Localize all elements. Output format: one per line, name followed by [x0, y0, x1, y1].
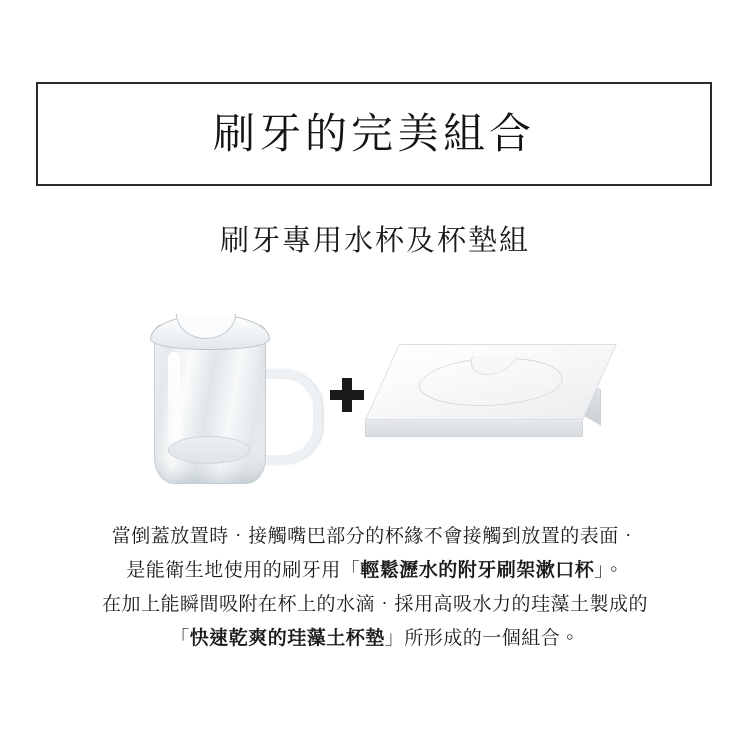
body-line-1: 當倒蓋放置時．接觸嘴巴部分的杯緣不會接觸到放置的表面．	[111, 526, 639, 547]
cup-inner-base-shape	[168, 436, 250, 464]
plus-icon	[330, 378, 364, 412]
body-line-2-emphasis: 輕鬆瀝水的附牙刷架漱口杯	[360, 560, 595, 581]
body-line-4	[0, 622, 750, 656]
body-line-4-prefix: 「	[170, 628, 190, 649]
body-line-2	[0, 554, 750, 588]
title-box	[36, 82, 712, 186]
body-line-3: 在加上能瞬間吸附在杯上的水滴．採用高吸水力的珪藻土製成的	[101, 594, 648, 615]
coaster-icon	[382, 344, 610, 454]
coaster-front-face	[365, 418, 583, 437]
body-line-4-emphasis: 快速乾爽的珪藻土杯墊	[189, 628, 385, 649]
page-title: 刷牙的完美組合	[212, 110, 535, 157]
body-line-2-suffix: 」。	[594, 560, 624, 581]
product-illustration-row	[0, 292, 750, 492]
page-subtitle: 刷牙專用水杯及杯墊組	[219, 225, 530, 257]
body-paragraph	[0, 520, 750, 656]
body-line-4-suffix: 」所形成的一個組合。	[384, 628, 580, 649]
body-line-2-prefix: 是能衛生地使用的刷牙用「	[126, 560, 361, 581]
glass-cup-icon	[140, 306, 320, 486]
